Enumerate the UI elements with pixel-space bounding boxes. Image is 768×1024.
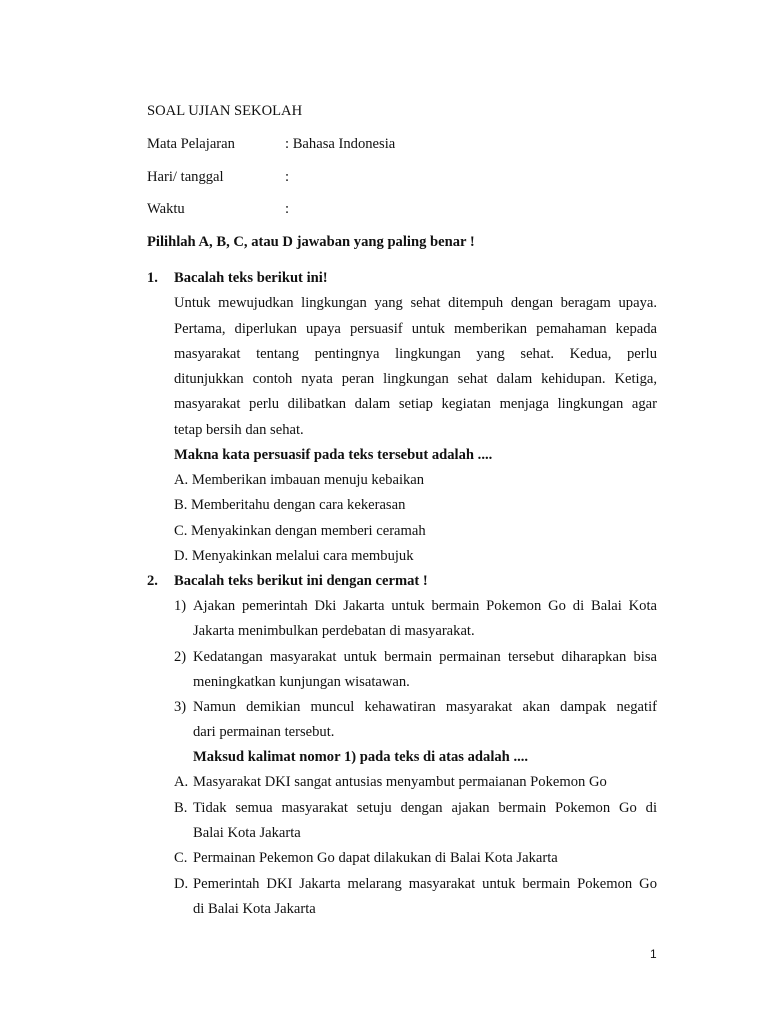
q1-passage-line: ditunjukkan contoh nyata peran lingkungan sehat dalam kehidupan. Ketiga, xyxy=(174,371,657,387)
q2-item-label: 3) xyxy=(174,699,187,715)
option-label: C. xyxy=(174,850,188,866)
option-label: A. xyxy=(174,472,189,488)
option-label: B. xyxy=(174,497,188,513)
option-label: D. xyxy=(174,548,189,564)
page-number: 1 xyxy=(650,947,657,961)
q1-option-a[interactable] xyxy=(174,472,424,489)
option-label: B. xyxy=(174,800,188,816)
q1-passage-line: masyarakat perlu dilibatkan dalam setiap kegiatan menjaga lingkungan agar xyxy=(174,396,657,412)
option-label: D. xyxy=(174,876,189,892)
option-text: Tidak semua masyarakat setuju dengan ajakan bermain Pokemon Go di xyxy=(193,800,657,816)
field-value-time: : xyxy=(285,201,290,217)
option-text: Menyakinkan dengan memberi ceramah xyxy=(191,523,426,539)
option-text: Masyarakat DKI sangat antusias menyambut permaianan Pokemon Go xyxy=(193,774,607,790)
option-text: di Balai Kota Jakarta xyxy=(193,901,316,917)
option-text: Permainan Pekemon Go dapat dilakukan di Balai Kota Jakarta xyxy=(193,850,558,866)
q1-option-b[interactable] xyxy=(174,497,405,514)
q2-item-text: Namun demikian muncul kehawatiran masyarakat akan dampak negatif xyxy=(193,699,657,715)
q2-item-text: dari permainan tersebut. xyxy=(193,724,335,740)
q2-item-text: Kedatangan masyarakat untuk bermain permainan tersebut diharapkan bisa xyxy=(193,649,657,665)
q1-passage-line: tetap bersih dan sehat. xyxy=(174,422,304,438)
option-text: Balai Kota Jakarta xyxy=(193,825,301,841)
q2-item-text: Jakarta menimbulkan perdebatan di masyarakat. xyxy=(193,623,475,639)
document-title: SOAL UJIAN SEKOLAH xyxy=(147,103,303,119)
option-text: Memberikan imbauan menuju kebaikan xyxy=(191,472,425,488)
q2-item-label: 2) xyxy=(174,649,187,665)
q1-option-c[interactable] xyxy=(174,523,426,540)
field-value-subject: : Bahasa Indonesia xyxy=(285,136,396,152)
q1-prompt: Bacalah teks berikut ini! xyxy=(174,270,328,286)
q1-option-d[interactable] xyxy=(174,548,414,565)
field-label-date: Hari/ tanggal xyxy=(147,169,224,185)
q1-passage-line: Pertama, diperlukan upaya persuasif untuk memberikan pemahaman kepada xyxy=(174,321,657,337)
option-text: Pemerintah DKI Jakarta melarang masyarakat untuk bermain Pokemon Go xyxy=(193,876,657,892)
q2-item-label: 1) xyxy=(174,598,187,614)
q2-prompt: Bacalah teks berikut ini dengan cermat ! xyxy=(174,573,428,589)
option-text: Memberitahu dengan cara kekerasan xyxy=(191,497,406,513)
instruction-text: Pilihlah A, B, C, atau D jawaban yang paling benar ! xyxy=(147,234,475,250)
field-value-date: : xyxy=(285,169,290,185)
q2-number: 2. xyxy=(147,573,158,589)
q2-item-text: Ajakan pemerintah Dki Jakarta untuk bermain Pokemon Go di Balai Kota xyxy=(193,598,657,614)
q1-question: Makna kata persuasif pada teks tersebut adalah .... xyxy=(174,447,493,463)
option-label: C. xyxy=(174,523,188,539)
field-label-subject: Mata Pelajaran xyxy=(147,136,235,152)
q1-number: 1. xyxy=(147,270,158,286)
q2-item-text: meningkatkan kunjungan wisatawan. xyxy=(193,674,410,690)
q1-passage-line: Untuk mewujudkan lingkungan yang sehat ditempuh dengan beragam upaya. xyxy=(174,295,657,311)
option-text: Menyakinkan melalui cara membujuk xyxy=(191,548,414,564)
q1-passage-line: masyarakat tentang pentingnya lingkungan yang sehat. Kedua, perlu xyxy=(174,346,657,362)
field-label-time: Waktu xyxy=(147,201,185,217)
q2-question: Maksud kalimat nomor 1) pada teks di atas adalah .... xyxy=(193,749,529,765)
option-label: A. xyxy=(174,774,189,790)
